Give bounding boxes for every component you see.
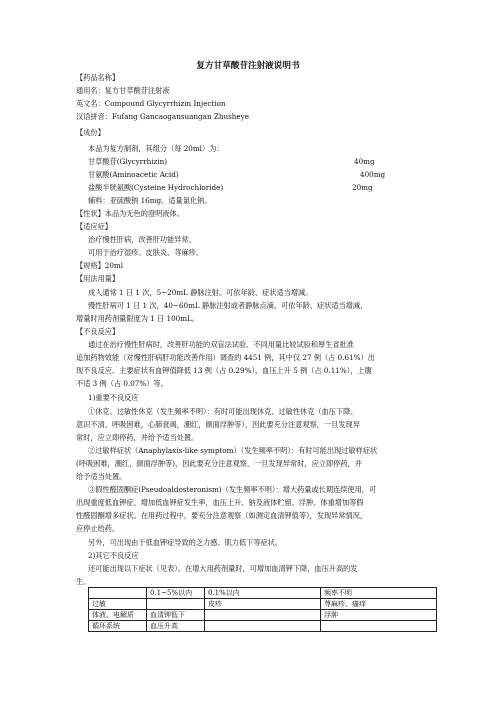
table-header-cell xyxy=(89,588,147,599)
ingredient-row xyxy=(88,157,375,167)
table-cell: 浮肿 xyxy=(321,610,437,621)
ingredient-name: 盐酸半胱氨酸(Cysteine Hydrochloride) xyxy=(88,183,224,192)
ingredient-row xyxy=(88,170,386,180)
table-cell: 过敏 xyxy=(89,599,147,610)
text-line: ③假性醛固酮症(Pseudoaldosteronism)（发生频率不明）：增大药量或长期连续使用，可 xyxy=(88,485,377,494)
text-line: 本品为复方制剂，其组分（每 20ml）为： xyxy=(88,144,224,153)
text-line: 现不良反应。主要症状有血钾值降低 13 例（占 0.29%），血压上升 5 例（占 0.11%），上腹 xyxy=(76,366,372,375)
text-line: 通用名：复方甘草酸苷注射液 xyxy=(76,86,170,95)
section-heading: 【规格】20ml xyxy=(76,261,124,270)
text-line: 意识不清、呼吸困难，心肺衰竭，潮红，颜面浮肿等），因此要充分注意观察，一旦发现异 xyxy=(76,420,360,429)
text-line: ②过敏样症状（Anaphylaxis-like symptom）（发生频率不明）：有时可能出现过敏样症状 xyxy=(88,446,378,455)
ingredient-name: 甘氨酸(Aminoacetic Acid) xyxy=(88,170,179,179)
table-cell: 血压升高 xyxy=(147,621,205,632)
ingredient-amount: 40mg xyxy=(354,157,375,166)
text-line: 慢性肝病可 1 日 1 次，40~60mL 静脉注射或者静脉点滴。可依年龄、症状适当增减， xyxy=(88,301,368,310)
text-line: 不适 3 例（占 0.07%）等。 xyxy=(76,379,168,388)
table-row xyxy=(89,621,437,632)
table-cell: 循环系统 xyxy=(89,621,147,632)
table-cell xyxy=(205,610,321,621)
section-heading: 【性状】本品为无色的澄明液体。 xyxy=(76,209,184,218)
adverse-reaction-table xyxy=(88,587,437,632)
text-line: 可用于治疗湿疹、皮肤炎、荨麻疹。 xyxy=(88,248,204,257)
ingredient-amount: 20mg xyxy=(352,183,373,192)
text-line: ①休克、过敏性休克（发生频率不明）：有时可能出现休克、过敏性休克（血压下降、 xyxy=(88,407,358,416)
text-line: 应停止给药。 xyxy=(76,524,120,533)
ingredient-amount: 400mg xyxy=(360,170,386,179)
text-line: 通过在治疗慢性肝病时，改善肝功能的双盲法试验、不同用量比较试验和厚生省批准 xyxy=(88,340,354,349)
table-row xyxy=(89,610,437,621)
table-cell xyxy=(147,599,205,610)
text-line: 成人通常 1 日 1 次，5~20mL 静脉注射。可依年龄、症状适当增减。 xyxy=(88,288,313,297)
text-line: 还可能出现以下症状（见表）。在增大用药剂量时，可增加血清钾下降，血压升高的发 xyxy=(88,564,358,573)
table-header-cell: 0.1%以内 xyxy=(205,588,321,599)
text-line: 治疗慢性肝病，改善肝功能异常。 xyxy=(88,235,196,244)
text-line: (呼吸困难，潮红，颜面浮肿等)，因此要充分注意观察，一旦发现异常时，应立即停药，并 xyxy=(76,459,362,468)
text-line: 1)重要不良反应 xyxy=(88,393,139,402)
text-line: 英文名：Compound Glycyrrhizin Injection xyxy=(76,99,226,108)
table-cell: 体液、电解质 xyxy=(89,610,147,621)
table-cell: 血清钾低下 xyxy=(147,610,205,621)
table-cell: 皮疹 xyxy=(205,599,321,610)
text-line: 汉语拼音：Fufang Gancaogansuangan Zhusheye xyxy=(76,112,249,121)
text-line: 生。 xyxy=(76,577,91,586)
section-heading: 【不良反应】 xyxy=(76,327,120,336)
text-line: 辅料：亚硫酸钠 16mg、适量氯化钠。 xyxy=(88,196,212,205)
table-row xyxy=(89,599,437,610)
text-line: 增量时用药剂量限度为 1 日 100mL。 xyxy=(76,314,199,323)
table-header-cell: 频率不明 xyxy=(321,588,437,599)
text-line: 追加药物效能（对慢性肝病肝功能改善作用）调查的 4451 例，其中仅 27 例（占 0.61%）出 xyxy=(76,353,375,362)
section-heading: 【用法用量】 xyxy=(76,274,120,283)
section-heading: 【药品名称】 xyxy=(76,73,120,82)
table-cell: 荨麻疹、瘙痒 xyxy=(321,599,437,610)
text-line: 给予适当处置。 xyxy=(76,472,127,481)
table-cell xyxy=(205,621,321,632)
section-heading: 【适应症】 xyxy=(76,222,112,231)
table-header-cell: 0.1~5%以内 xyxy=(147,588,205,599)
text-line: 2)其它不良反应 xyxy=(88,551,139,560)
table-cell xyxy=(321,621,437,632)
text-line: 另外，可出现由于低血钾症导致的乏力感、肌力低下等症状。 xyxy=(88,538,283,547)
table-header-row xyxy=(89,588,437,599)
ingredient-row xyxy=(88,183,373,193)
document-title: 复方甘草酸苷注射液说明书 xyxy=(196,61,300,71)
text-line: 性醛固酮增多症状。在用药过程中，要充分注意观察（如测定血清钾值等），发现异常情况， xyxy=(76,511,368,520)
text-line: 常时，应立即停药，并给予适当处置。 xyxy=(76,433,199,442)
ingredient-name: 甘草酸苷(Glycyrrhizin) xyxy=(88,157,168,166)
text-line: 出现重度低血钾症、增加低血钾症发生率，血压上升、钠及液体贮留、浮肿、体重增加等假 xyxy=(76,498,364,507)
section-heading: 【成份】 xyxy=(76,128,105,137)
